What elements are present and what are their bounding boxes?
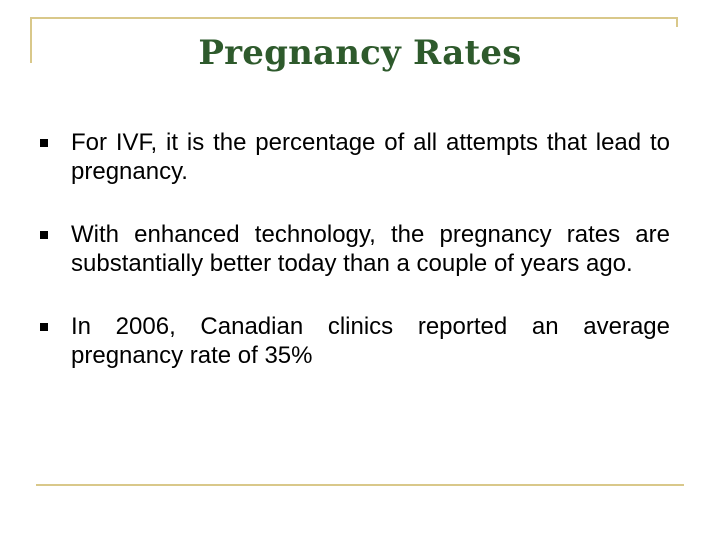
bullet-text: In 2006, Canadian clinics reported an average pregnancy rate of 35% bbox=[71, 313, 670, 369]
frame-bottom-line bbox=[36, 484, 684, 486]
bullet-item bbox=[40, 312, 670, 370]
bullet-item bbox=[40, 128, 670, 186]
bullet-text: For IVF, it is the percentage of all attempts that lead to pregnancy. bbox=[71, 129, 670, 185]
bullet-list bbox=[40, 128, 670, 404]
square-bullet-icon bbox=[40, 139, 48, 147]
square-bullet-icon bbox=[40, 231, 48, 239]
frame-top-line bbox=[30, 17, 678, 19]
frame-right-tick bbox=[676, 17, 678, 27]
slide-title: Pregnancy Rates bbox=[198, 33, 522, 73]
bullet-text: With enhanced technology, the pregnancy rates are substantially better today than a couple of years ago. bbox=[71, 221, 670, 277]
bullet-item bbox=[40, 220, 670, 278]
square-bullet-icon bbox=[40, 323, 48, 331]
